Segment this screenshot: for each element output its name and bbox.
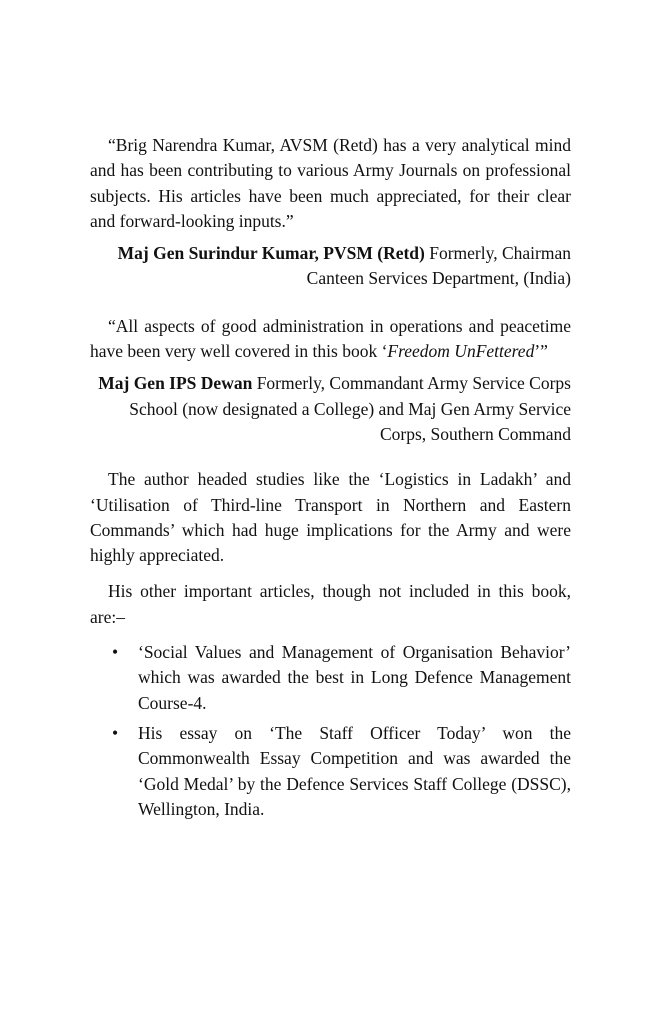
- list-item-text: His essay on ‘The Staff Officer Today’ won the Commonwealth Essay Competition and was awarded the ‘Gold Medal’ by the Defence Services Staff College (DSSC), Wellington, India.: [138, 722, 571, 819]
- quote-2-text-start: “All aspects of good administration in operations and peacetime have been very well covered in this book ‘: [90, 315, 571, 362]
- quote-1-author: Maj Gen Surindur Kumar, PVSM (Retd): [117, 243, 425, 264]
- studies-paragraph: The author headed studies like the ‘Logistics in Ladakh’ and ‘Utilisation of Third-line Transport in Northern and Eastern Commands’ which had huge implications for the Army and were highly appreciated.: [90, 469, 571, 566]
- quote-1-author-role: Formerly, Chairman Canteen Services Department, (India): [306, 243, 571, 289]
- quote-2-author: Maj Gen IPS Dewan: [98, 373, 253, 394]
- bullet-marker: •: [112, 722, 119, 743]
- articles-list: [90, 640, 571, 822]
- quote-2-text: [90, 314, 571, 365]
- quote-2-author-role: Formerly, Commandant Army Service Corps School (now designated a College) and Maj Gen Army Service Corps, Southern Command: [129, 373, 571, 444]
- list-item-text: ‘Social Values and Management of Organisation Behavior’ which was awarded the best in Long Defence Management Course-4.: [138, 642, 571, 713]
- quote-2-text-end: ’”: [534, 341, 548, 362]
- other-articles-paragraph: His other important articles, though not included in this book, are:–: [90, 581, 571, 627]
- list-item: [90, 721, 571, 822]
- book-title: Freedom UnFettered: [387, 341, 535, 362]
- list-item: [90, 640, 571, 716]
- page-content: [90, 133, 571, 827]
- quote-1-attribution: [90, 241, 571, 292]
- bullet-marker: •: [112, 642, 119, 663]
- quote-1-text: “Brig Narendra Kumar, AVSM (Retd) has a very analytical mind and has been contributing to various Army Journals on professional subjects. His articles have been much appreciated, for their clear and forward-looking inputs.”: [90, 135, 571, 231]
- quote-2-attribution: [90, 371, 571, 447]
